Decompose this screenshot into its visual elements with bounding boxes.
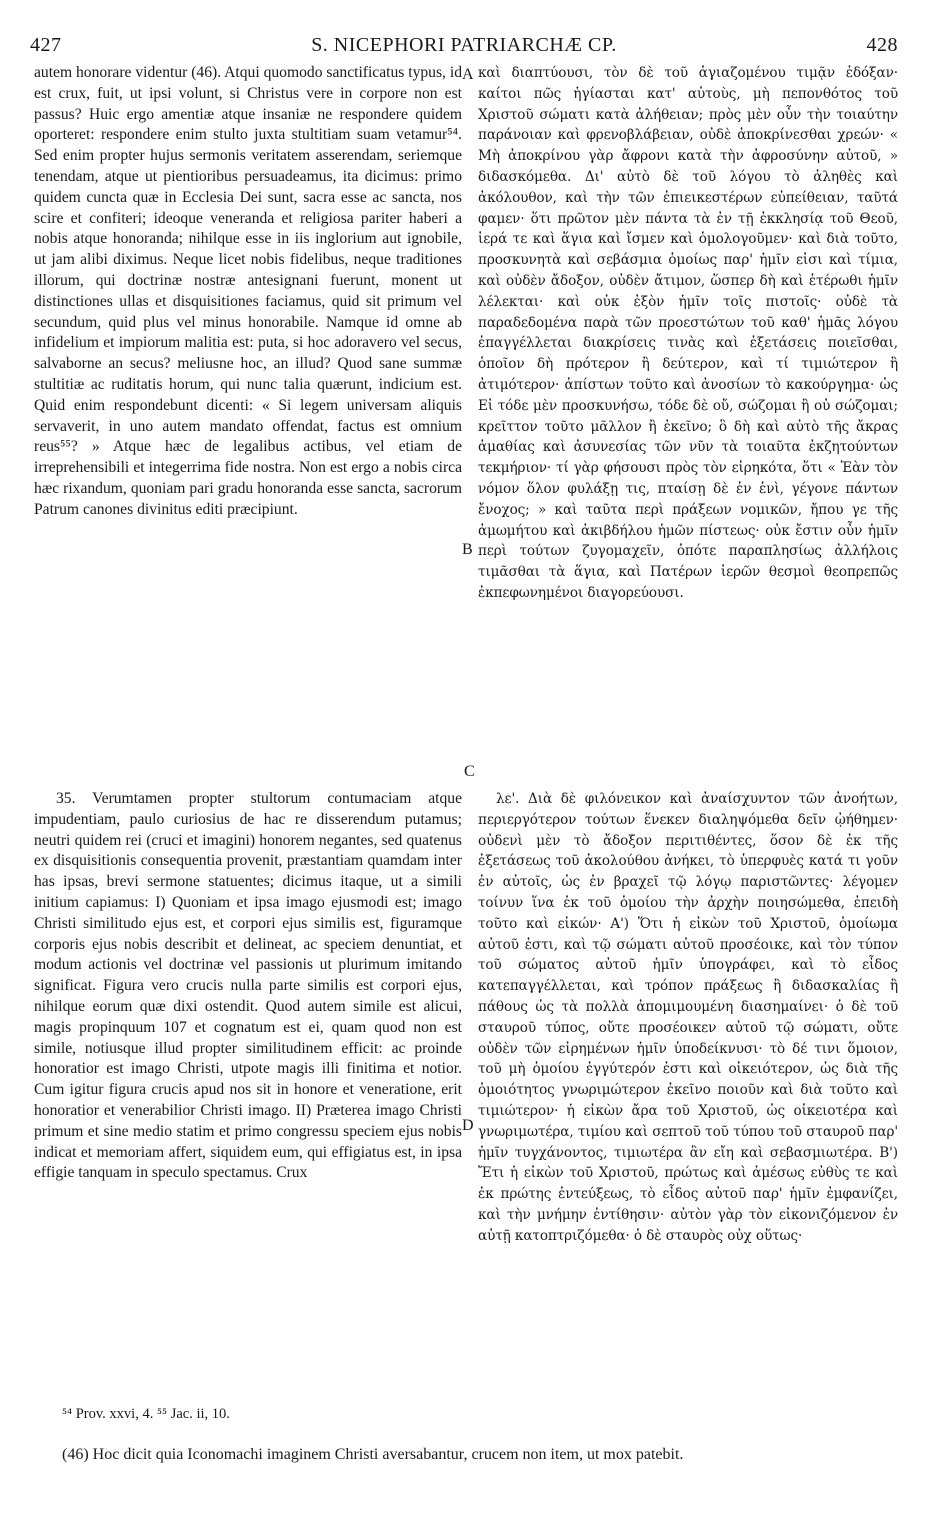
running-header — [30, 34, 898, 58]
greek-paragraph-35: λε'. Διὰ δὲ φιλόνεικον καὶ ἀναίσχυντον τῶν ἀνοήτων, περιεργότερον τούτων ἕνεκεν διαληψόμεθα δεῖν ᾠήθημεν· οὐδενὶ μὲν τὸ ἄδοξον περιτιθέντες, ὅσον δὲ ἐκ τῆς ἐξετάσεως τοῦ ἀκολούθου ἀνήκει, τὸ ὑπερφυὲς κατά τι γοῦν ἐν αὐτοῖς, ὡς ἐν βραχεῖ τῷ λόγῳ παριστῶντες· λέγομεν τοίνυν ἵνα ἐκ τοῦ ὁμοίου τὴν ἀρχὴν ποιησώμεθα, ἐπειδὴ τοῦτο καὶ εἰκών· Α') Ὅτι ἡ εἰκὼν τοῦ Χριστοῦ, ὁμοίωμα αὐτοῦ ἐστι, καὶ τῷ σώματι αὐτοῦ προσέοικε, καὶ τὸν τύπον τοῦ σώματος αὐτοῦ ἡμῖν ὑπογράφει, καὶ τὸ εἶδος κατεπαγγέλλεται, καὶ τρόπον πράξεως ἢ διδασκαλίας ἢ πάθους ὡς τὰ πολλὰ ἀπομιμουμένη διασημαίνει· ὁ δὲ τοῦ σταυροῦ τύπος, οὔτε προσέοικεν αὐτοῦ τῷ σώματι, οὔτε οὐδὲν τῶν εἰρημένων ἡμῖν ὑποδείκνυσι· τὸ δέ τινι ὅμοιον, τοῦ μὴ ὁμοίου ἐγγύτερόν ἐστι καὶ οἰκειότερον, ὡς διὰ τῆς ὁμοιότητος γνωριμώτερον ἐκεῖνο ποιοῦν καὶ διὰ τοῦτο καὶ τιμιώτερον· ἡ εἰκὼν ἄρα τοῦ Χριστοῦ, ὡς οἰκειοτέρα καὶ γνωριμωτέρα, τιμίου καὶ σεπτοῦ τοῦ τύπου τοῦ σταυροῦ παρ' ἡμῖν τυγχάνοντος, τιμιωτέρα ἂν εἴη καὶ σεβασμιωτέρα. Β') Ἔτι ἡ εἰκὼν τοῦ Χριστοῦ, πρώτως καὶ ἀμέσως εὐθὺς τε καὶ ἐκ πρώτης ἐντεύξεως, τὸ εἶδος αὐτοῦ παρ' ἡμῖν ἐμφανίζει, καὶ τὴν μνήμην ἐντίθησιν· αὐτὸν γὰρ τὸν εἰκονιζόμενον ἐν αὐτῇ κατοπτριζόμεθα· ὁ δὲ σταυρὸς οὐχ οὕτως· — [478, 791, 898, 1244]
margin-marker-b: B — [462, 541, 473, 558]
greek-column-part2 — [478, 789, 898, 1247]
margin-marker-a: A — [462, 66, 474, 83]
greek-paragraph: καὶ διαπτύουσι, τὸν δὲ τοῦ ἁγιαζομένου τιμᾷν ἐδόξαν· καίτοι πῶς ἡγίασται κατ' αὐτοὺς, μὴ πεπονθότος τοῦ Χριστοῦ σώματι κατὰ ἀλήθειαν; πρὸς μὲν οὖν τὴν τοιαύτην παράνοιαν καὶ φρενοβλάβειαν, οὐδὲ ἀποκρίνεσθαι χρεών· « Μὴ ἀποκρίνου γὰρ ἄφρονι κατὰ τὴν ἀφροσύνην αὐτοῦ, » διδασκόμεθα. Δι' αὐτὸ δὲ τοῦ λόγου τὸ ἀληθὲς καὶ ἀκόλουθον, καὶ τὴν τῶν ἐπιεικεστέρων εὐπείθειαν, ταῦτά φαμεν· ὅτι πρῶτον μὲν πάντα τὰ ἐν τῇ ἐκκλησίᾳ τοῦ Θεοῦ, ἱερά τε καὶ ἅγια καὶ ἴσμεν καὶ ὁμολογοῦμεν· καὶ διὰ τοῦτο, προσκυνητὰ καὶ σεβάσμια ὁμοίως παρ' ἡμῖν εἰσι καὶ τίμια, καὶ οὐδὲν ἄδοξον, οὐδὲν ἄτιμον, ὥσπερ δὴ καὶ ἑτέρωθι ἡμῖν λέλεκται· καὶ οὐκ ἐξὸν ἡμῖν τοῖς πιστοῖς· οὐδὲ τὰ παραδεδομένα παρὰ τῶν προεστώτων τοῦ καθ' ἡμᾶς λόγου ἐπαγγέλλεται διακρίσεις τινὰς καὶ ἐξετάσεις ποιεῖσθαι, ὁποῖον δὴ πρότερον ἢ δεύτερον, καὶ τί τιμιώτερον ἢ ἀτιμότερον· ἀπίστων τοῦτο καὶ ἀνοσίων τὸ κακούργημα· ὡς Εἰ τόδε μὲν προσκυνήσω, τόδε δὲ οὔ, σώζομαι ἢ οὐ σώζομαι; κρεῖττον τοῦτο μᾶλλον ἢ ἐκεῖνο; ὃ δὴ καὶ αὐτὸ τῆς ἄκρας ἀμαθίας καὶ ἀσυνεσίας τῶν νῦν τὰ τοιαῦτα ἐκζητούντων τεκμήριον· τί γὰρ φήσουσι πρὸς τὸν εἰρηκότα, ὅτι « Ἐὰν τὸν νόμον ὅλον φυλάξῃ τις, πταίσῃ δὲ ἐν ἑνὶ, γέγονε πάντων ἔνοχος; » καὶ ταῦτα περὶ πράξεων νομικῶν, ἤπου γε τῆς ἀμωμήτου καὶ ἀκιβδήλου ἡμῶν πίστεως· οὐκ ἔστιν οὖν ἡμῖν περὶ τούτων ζυγομαχεῖν, ὁπότε παραπλησίως ἀλλήλοις τιμᾶσθαι τὰ ἅγια, καὶ Πατέρων ἱερῶν θεσμοὶ θεοπρεπῶς ἐκπεφωνημένοι διαγορεύουσι. — [478, 65, 898, 601]
latin-column-part2 — [34, 789, 462, 1184]
page-number-right: 428 — [866, 34, 898, 56]
latin-paragraph: autem honorare videntur (46). Atqui quomodo sanctificatus typus, id est crux, fuit, ut ipsi volunt, si Christus vere in corpore non est passus? Huic ergo amentiæ atque insaniæ ne respondere quidem oporteret: respondere enim stulto juxta stultitiam suam vetamur⁵⁴. Sed enim propter hujus sermonis veritatem asserendam, seriemque tenendam, atque ut pientioribus persuadeamus, ita dicimus: primo quidem cuncta quæ in Ecclesia Dei sunt, sacra esse ac sancta, nos scire et confiteri; ideoque veneranda et religiosa pariter haberi a nobis atque honoranda; nihilque esse in iis inglorium aut ignobile, ut jam alibi diximus. Neque licet nobis fidelibus, neque traditiones illorum, qui doctrinæ nostræ antesignani fuerunt, monent ut distinctiones ullas et disquisitiones faciamus, quid sit primum vel secundum, quid plus vel minus honorabile. Namque id omne ab infidelium et impiorum malitia est: puta, si hoc adoravero vel secus, salvaborne an secus? meliusne hoc, an illud? Quod sane summæ stultitiæ ac ruditatis horum, qui nunc talia quærunt, indicium est. Quid enim respondebunt dicenti: « Si legem universam aliquis servaverit, in uno autem mandato offendat, factus est omnium reus⁵⁵? » Atque hæc de legalibus actibus, vel etiam de irreprehensibili et integerrima fide nostra. Non est ergo a nobis circa hæc rixandum, quoniam pari gradu honoranda esse sancta, sacrorum Patrum canones divinitus editi præcipiunt. — [34, 64, 462, 518]
page-number-left: 427 — [30, 34, 62, 56]
scripture-references: ⁵⁴ Prov. xxvi, 4. ⁵⁵ Jac. ii, 10. — [62, 1406, 230, 1422]
margin-marker-c: C — [464, 763, 475, 780]
greek-column-part1 — [478, 63, 898, 604]
running-title: S. NICEPHORI PATRIARCHÆ CP. — [311, 34, 617, 56]
latin-paragraph-35: 35. Verumtamen propter stultorum contumaciam atque impudentiam, paulo curiosius de hac re disserendum putamus; neutri quidem rei (cruci et imagini) honorem negantes, sed quatenus ex disquisitionis consequentia provenit, præstantiam quamdam inter has ipsas, brevi sermone statuentes; dicimus itaque, ut a simili initium capiamus: I) Quoniam et ipsa imago ejusmodi est; imago Christi similitudo ejus est, et corpori ejus similis est, figuramque corporis ejus nobis describit et delineat, ac speciem denuntiat, et modum actionis vel doctrinæ vel passionis ut plurimum imitando significat. Figura vero crucis nulla parte similis est corpori ejus, nihilque eorum quæ dixi ostendit. Quod autem simile est alicui, magis propinquum 107 et cognatum est ei, quam quod non est simile, notiusque illud propter similitudinem efficit: ac proinde honoratior est imago Christi, utpote magis illi finitima et notior. Cum igitur figura crucis apud nos sit in honore et veneratione, erit honoratior et venerabilior Christi imago. II) Præterea imago Christi primum et sine medio statim et primo congressu speciem ejus nobis indicat et memoriam affert, siquidem eum, qui effigiatus est, in ipsa effigie tanquam in speculo spectamus. Crux — [34, 790, 462, 1182]
margin-marker-d: D — [462, 1117, 474, 1134]
latin-column-part1 — [34, 63, 462, 521]
footnote: (46) Hoc dicit quia Iconomachi imaginem Christi aversabantur, crucem non item, ut mox patebit. — [62, 1446, 684, 1463]
